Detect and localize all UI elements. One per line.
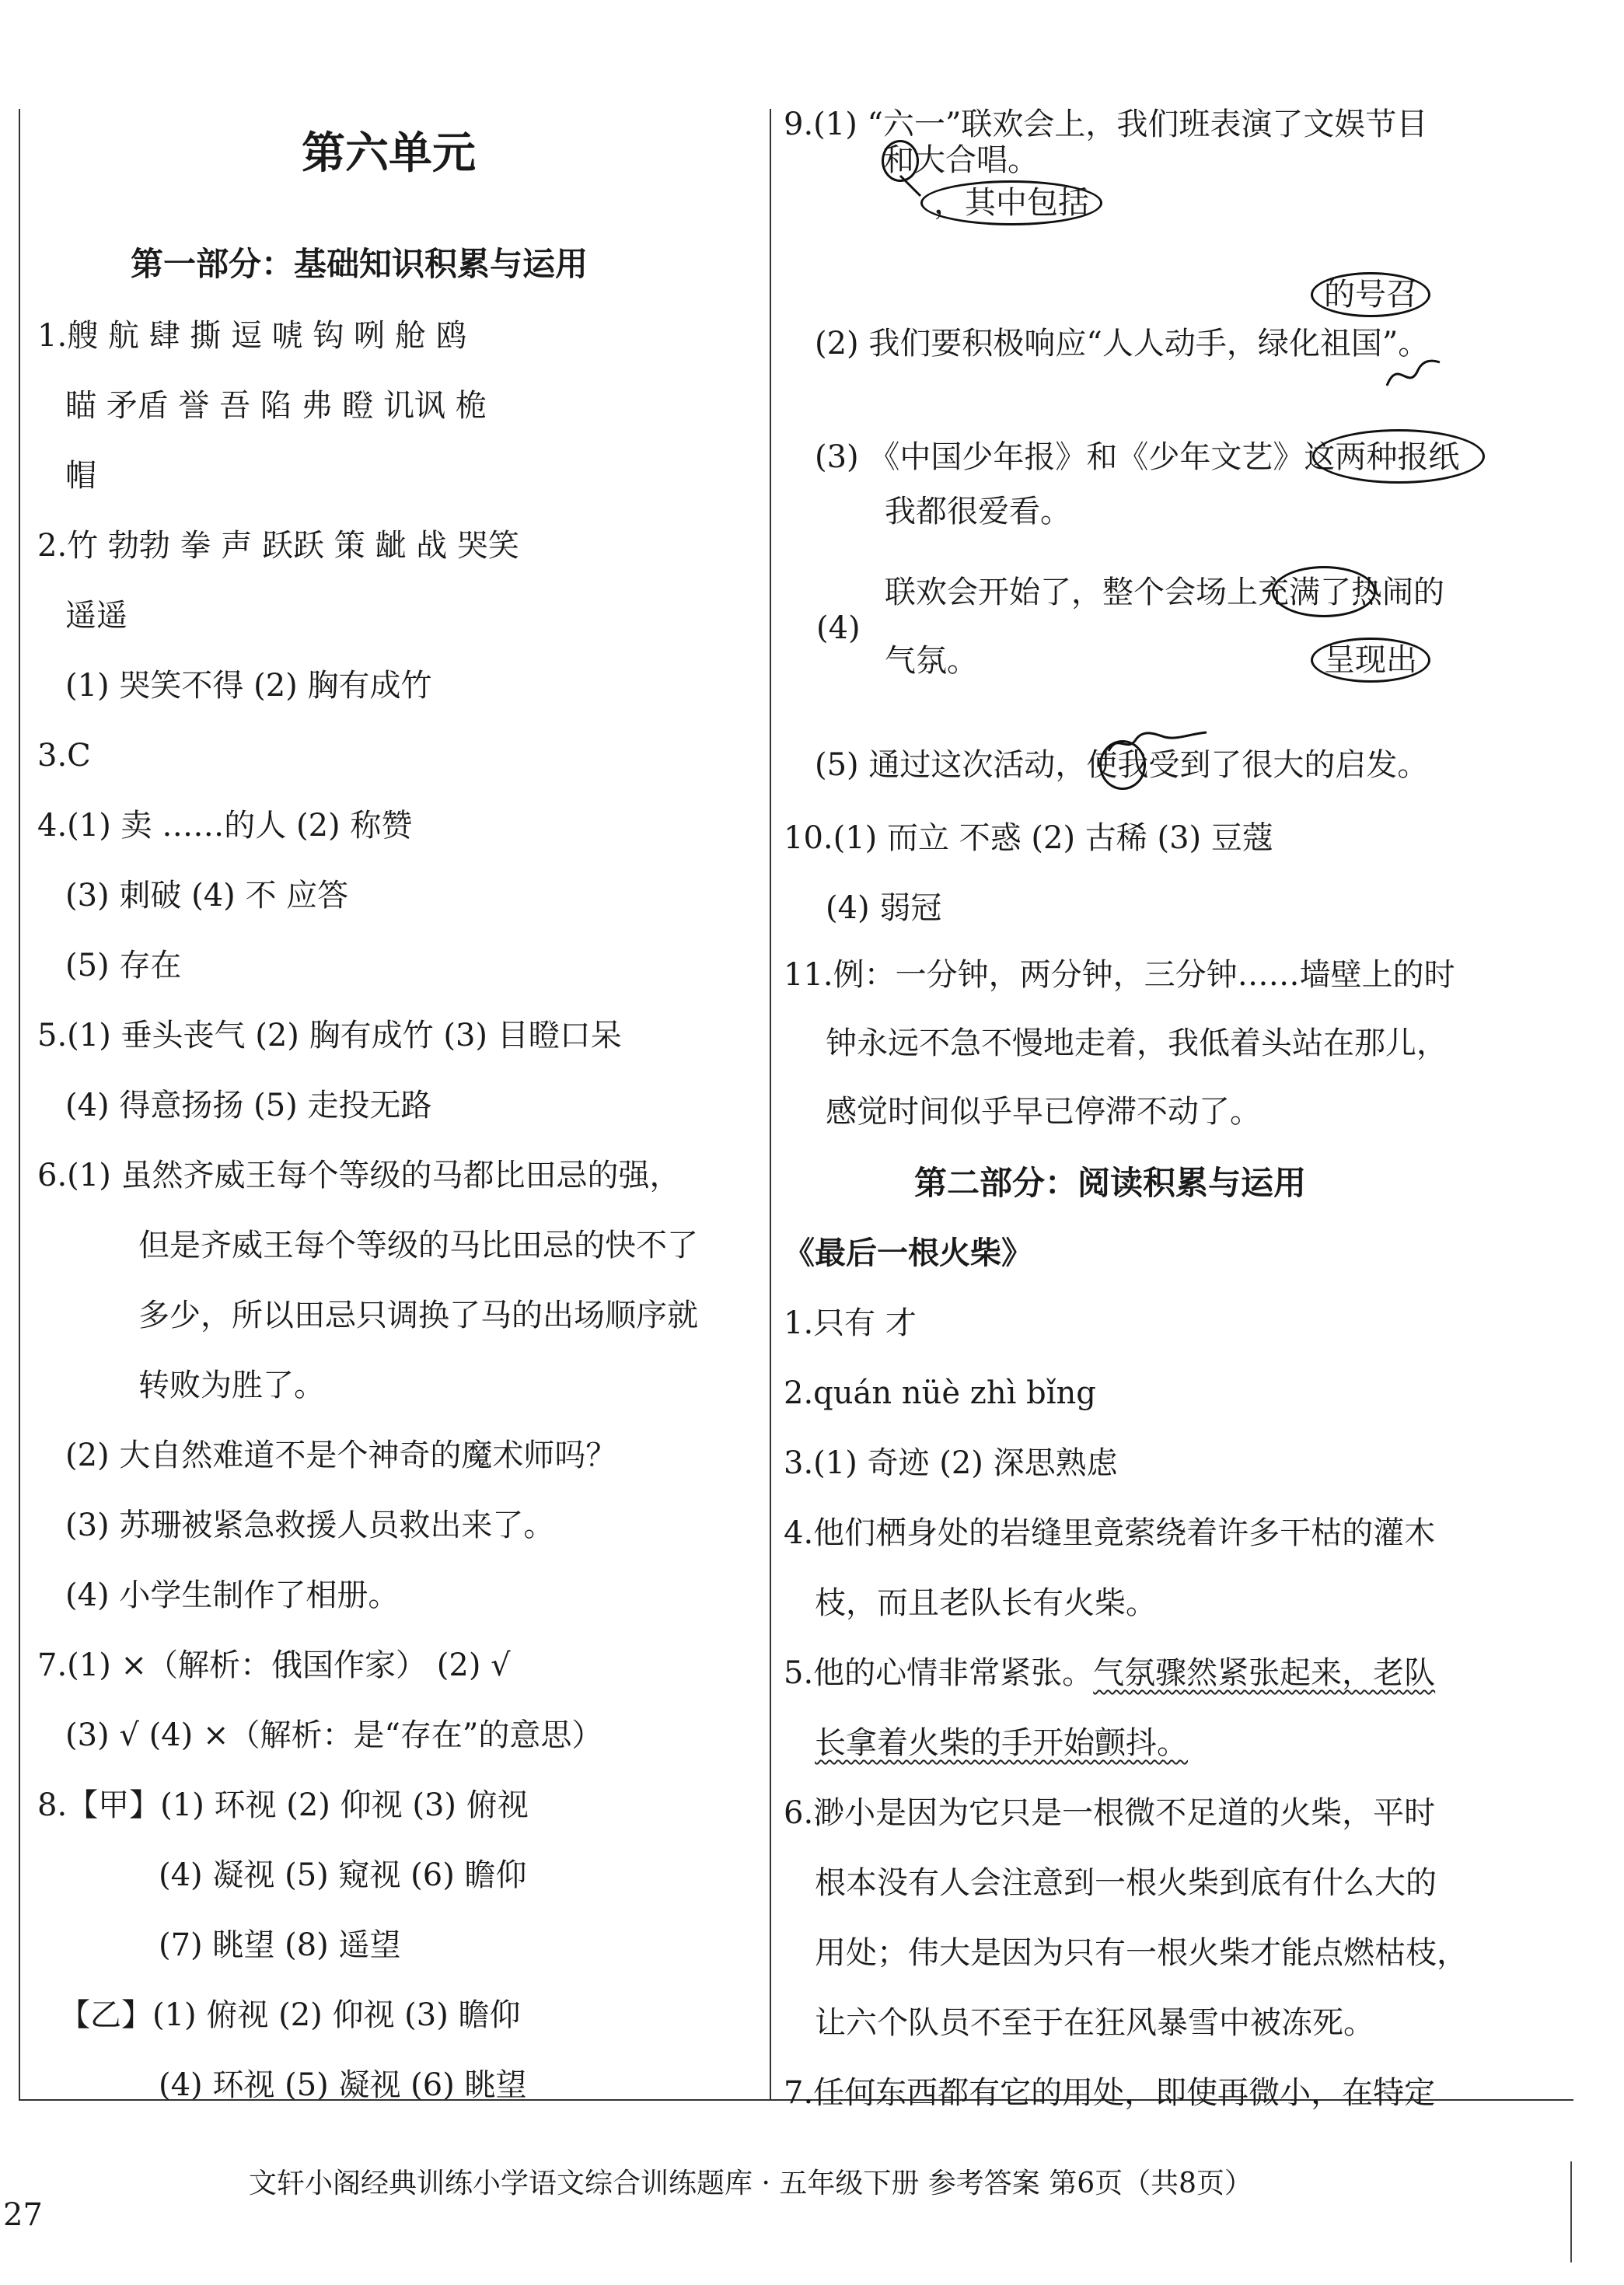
q9-line5b: 气氛。	[885, 643, 978, 679]
replacement-annotation: 呈现出	[1311, 638, 1430, 683]
q5-wavy-part2: 长拿着火柴的手开始颤抖。	[815, 1725, 1188, 1761]
answer-line: 6.(1) 虽然齐威王每个等级的马都比田忌的强，	[37, 1158, 681, 1193]
answer-line: 1.只有 才	[784, 1305, 917, 1341]
q9-label-4: (4)	[816, 610, 861, 646]
answer-line: 帽	[65, 458, 96, 494]
answer-line: 转败为胜了。	[138, 1368, 325, 1403]
deletion-mark-icon	[1105, 728, 1214, 759]
q9-line1: 9.(1) “六一”联欢会上，我们班表演了文娱节目	[784, 107, 1428, 142]
page-number: 27	[3, 2197, 43, 2233]
q9-line3: (2) 我们要积极响应“人人动手，绿化祖国”。	[815, 326, 1430, 362]
answer-line: 3.C	[37, 738, 91, 774]
answer-line: (3) 刺破 (4) 不 应答	[65, 878, 349, 914]
answer-line: (4) 环视 (5) 凝视 (6) 眺望	[159, 2067, 527, 2103]
answer-line: 6.渺小是因为它只是一根微不足道的火柴，平时	[784, 1795, 1436, 1831]
part2-title: 第二部分：阅读积累与运用	[914, 1164, 1307, 1202]
answer-line: 11.例：一分钟，两分钟，三分钟……墙壁上的时	[784, 957, 1455, 993]
q5-line2	[815, 1721, 1188, 1765]
answer-line: 7.任何东西都有它的用处，即使再微小，在特定	[784, 2075, 1436, 2111]
answer-line: (4) 弱冠	[826, 890, 942, 926]
answer-line: (3) √ (4) ×（解析：是“存在”的意思）	[65, 1717, 603, 1753]
deletion-mark-icon	[1382, 350, 1444, 397]
answer-line: 枝，而且老队长有火柴。	[815, 1585, 1157, 1621]
page-footer: 文轩小阁经典训练小学语文综合训练题库 · 五年级下册 参考答案 第6页（共8页）	[249, 2168, 1253, 2199]
answer-line: 3.(1) 奇迹 (2) 深思熟虑	[784, 1445, 1118, 1481]
answer-line: 2.quán nüè zhì bǐng	[784, 1375, 1096, 1411]
right-edge-mark	[1570, 2161, 1572, 2262]
insert-arrow-icon	[897, 173, 928, 204]
answer-line: (1) 哭笑不得 (2) 胸有成竹	[65, 668, 432, 704]
answer-line: 让六个队员不至于在狂风暴雪中被冻死。	[815, 2005, 1374, 2041]
answer-line: 多少，所以田忌只调换了马的出场顺序就	[138, 1298, 698, 1333]
answer-line: (4) 凝视 (5) 窥视 (6) 瞻仰	[159, 1857, 527, 1893]
answer-line: 【乙】(1) 俯视 (2) 仰视 (3) 瞻仰	[59, 1997, 521, 2033]
q9-line4a: (3) 《中国少年报》和《少年文艺》这两种报纸	[815, 439, 1460, 475]
q5-plain: 5.他的心情非常紧张。	[784, 1655, 1094, 1691]
answer-line: (2) 大自然难道不是个神奇的魔术师吗？	[65, 1438, 617, 1473]
answer-line: 8.【甲】(1) 环视 (2) 仰视 (3) 俯视	[37, 1787, 529, 1823]
answer-line: 7.(1) ×（解析：俄国作家） (2) √	[37, 1647, 511, 1683]
unit-title: 第六单元	[302, 128, 476, 179]
answer-line: 2.竹 勃勃 拳 声 跃跃 策 龇 战 哭笑	[37, 528, 519, 564]
answer-line: 钟永远不急不慢地走着，我低着头站在那儿，	[826, 1025, 1448, 1061]
insert-annotation: ，其中包括	[920, 180, 1102, 225]
q9-line6: (5) 通过这次活动，使我受到了很大的启发。	[815, 747, 1429, 783]
circle-mark-icon	[1272, 566, 1376, 617]
answer-line: (5) 存在	[65, 948, 182, 984]
answer-line: 但是齐威王每个等级的马比田忌的快不了	[138, 1228, 698, 1263]
q9-line2: 和大合唱。	[883, 142, 1039, 178]
answer-line: (3) 苏珊被紧急救援人员救出来了。	[65, 1508, 555, 1543]
answer-line: (4) 小学生制作了相册。	[65, 1577, 400, 1613]
answer-line: 5.(1) 垂头丧气 (2) 胸有成竹 (3) 目瞪口呆	[37, 1018, 622, 1053]
q9-line4b: 我都很爱看。	[885, 494, 1071, 529]
answer-line: 用处；伟大是因为只有一根火柴才能点燃枯枝，	[815, 1935, 1468, 1971]
answer-line: 根本没有人会注意到一根火柴到底有什么大的	[815, 1865, 1437, 1901]
answer-line: 4.(1) 卖 ……的人 (2) 称赞	[37, 808, 413, 844]
answer-line: 遥遥	[65, 598, 127, 634]
q9-line5a: 联欢会开始了，整个会场上充满了热闹的	[885, 575, 1444, 610]
answer-line: (4) 得意扬扬 (5) 走投无路	[65, 1088, 432, 1123]
q5-line1	[784, 1651, 1435, 1695]
answer-line: 感觉时间似乎早已停滞不动了。	[826, 1094, 1261, 1130]
insert-annotation: 的号召	[1311, 272, 1430, 317]
q5-wavy-part1: 气氛骤然紧张起来，老队	[1093, 1655, 1436, 1691]
circle-mark-icon	[1312, 429, 1485, 484]
part1-title: 第一部分：基础知识积累与运用	[131, 245, 588, 283]
answer-line: 4.他们栖身处的岩缝里竟萦绕着许多干枯的灌木	[784, 1515, 1436, 1551]
answer-line: 1.艘 航 肆 撕 逗 唬 钩 咧 舱 鸥	[37, 318, 467, 354]
article-title: 《最后一根火柴》	[784, 1235, 1032, 1271]
answer-line: (7) 眺望 (8) 遥望	[159, 1927, 401, 1963]
answer-line: 瞄 矛盾 誉 吾 陷 弗 瞪 讥讽 桅	[65, 388, 487, 424]
answer-line: 10.(1) 而立 不惑 (2) 古稀 (3) 豆蔻	[784, 820, 1273, 856]
column-divider	[770, 109, 771, 2099]
left-border-rule	[19, 109, 20, 2099]
